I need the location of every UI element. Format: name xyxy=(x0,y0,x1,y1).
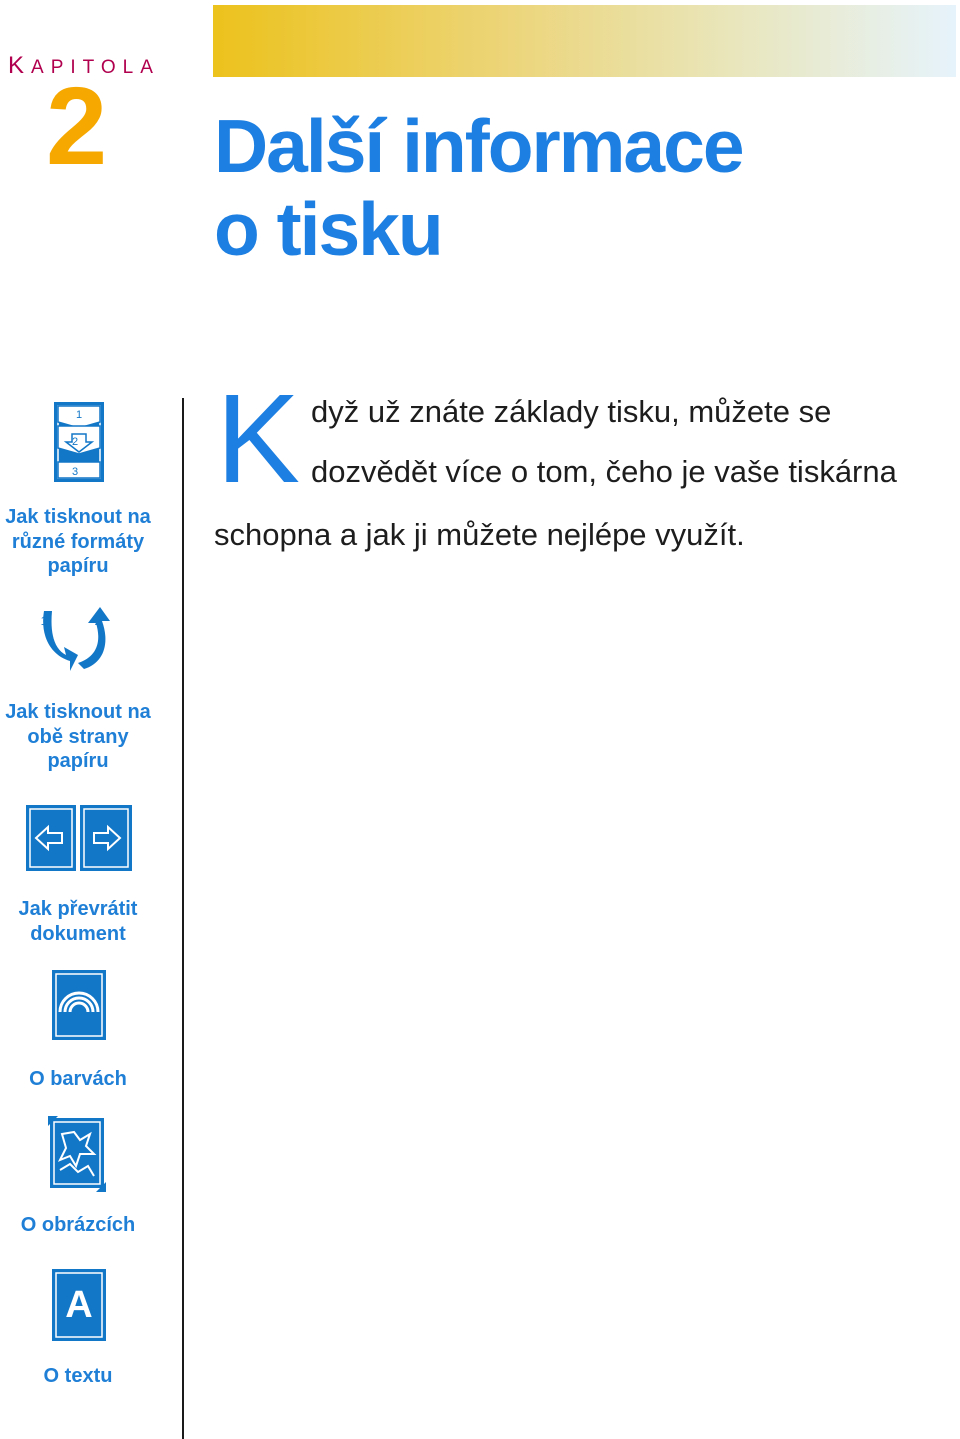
intro-line-3: schopna a jak ji můžete nejlépe využít. xyxy=(214,517,745,552)
sidebar-item-duplex[interactable]: Jak tisknout na obě strany papíru xyxy=(5,701,151,772)
svg-text:A: A xyxy=(65,1284,93,1326)
text-icon[interactable] xyxy=(50,1267,108,1343)
intro-line-1: dyž už znáte základy tisku, můžete se xyxy=(311,394,832,429)
chapter-label: KAPITOLA xyxy=(8,52,160,79)
intro-dropcap: K xyxy=(216,368,301,509)
page-title-line2: o tisku xyxy=(214,187,442,271)
intro-line-2: dozvědět více o tom, čeho je vaše tiskárna xyxy=(311,454,897,489)
svg-text:2: 2 xyxy=(94,614,102,628)
picture-icon[interactable] xyxy=(46,1114,110,1194)
rainbow-icon[interactable] xyxy=(50,968,108,1042)
sidebar-item-text[interactable]: O textu xyxy=(43,1365,113,1387)
sidebar-item-paper-formats[interactable]: Jak tisknout na různé formáty papíru xyxy=(5,506,151,577)
flip-pages-icon[interactable] xyxy=(24,803,134,873)
sidebar-divider xyxy=(182,398,184,1439)
sidebar-item-images[interactable]: O obrázcích xyxy=(20,1214,136,1236)
svg-text:1: 1 xyxy=(75,409,83,421)
svg-text:3: 3 xyxy=(71,466,79,478)
svg-text:1: 1 xyxy=(40,614,48,628)
duplex-arrows-icon[interactable] xyxy=(30,605,124,675)
page-title-line1: Další informace xyxy=(214,104,743,188)
header-banner xyxy=(213,5,956,77)
stacked-pages-icon[interactable] xyxy=(46,398,108,488)
sidebar-item-flip-document[interactable]: Jak převrátit dokument xyxy=(18,898,138,945)
svg-text:2: 2 xyxy=(71,436,79,448)
sidebar-item-colors[interactable]: O barvách xyxy=(29,1068,127,1090)
page-title xyxy=(214,105,743,271)
chapter-number: 2 xyxy=(46,65,104,188)
